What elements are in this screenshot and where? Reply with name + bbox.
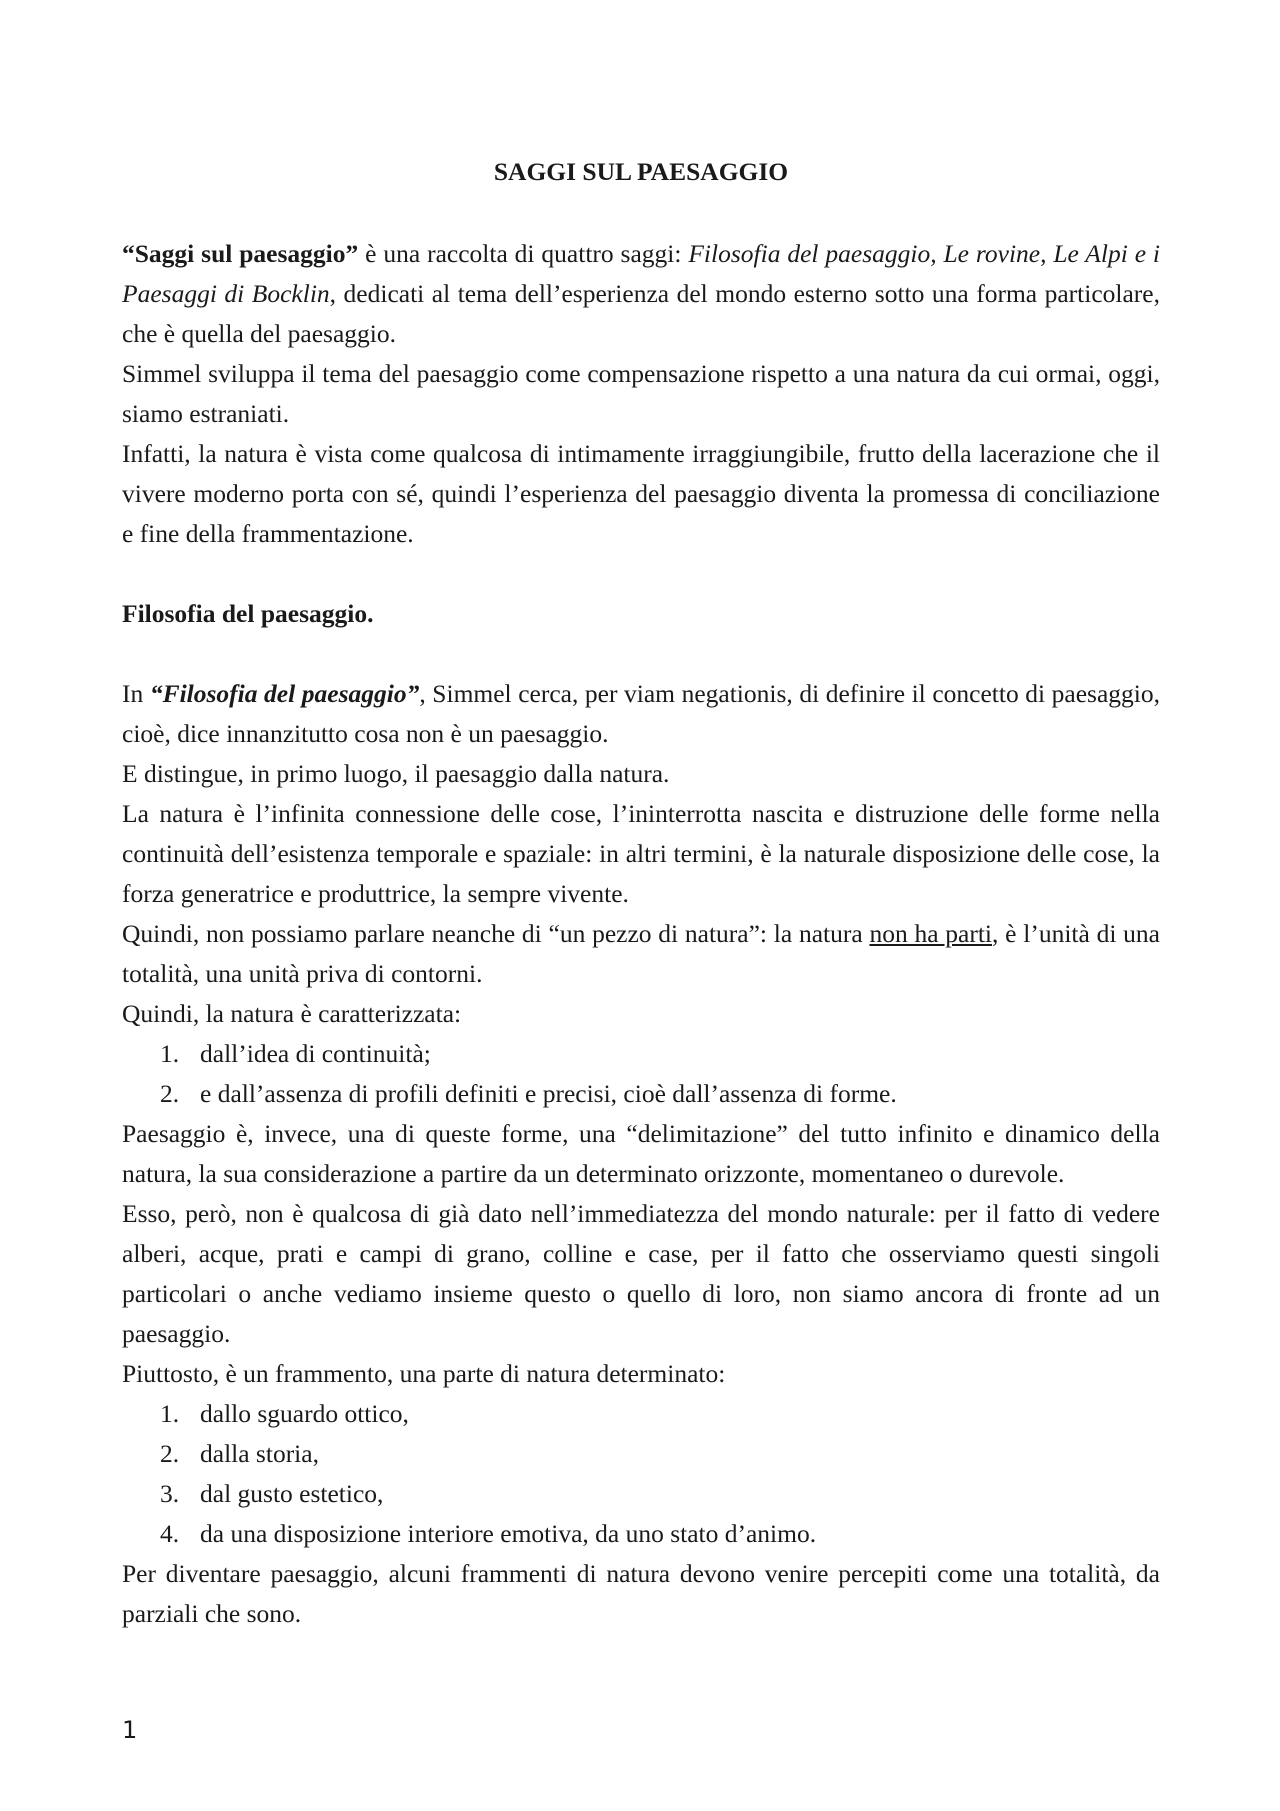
nature-characteristics-list: [122, 1034, 1160, 1114]
intro-paragraph-1: “Saggi sul paesaggio” è una raccolta di quattro saggi: Filosofia del paesaggio, Le rovine, Le Alpi e i Paesaggi di Bocklin, dedicati al tema dell’esperienza del mondo esterno sotto una forma particolare, che è quella del paesaggio.: [122, 239, 1160, 348]
italic-essay-titles: Filosofia del paesaggio, Le rovine, Le Alpi e i Paesaggi di Bocklin: [122, 239, 1160, 308]
list-item: 4. da una disposizione interiore emotiva, da uno stato d’animo.: [160, 1519, 817, 1548]
bold-book-title: “Saggi sul paesaggio”: [122, 239, 359, 268]
section-paragraph-1: In “Filosofia del paesaggio”, Simmel cerca, per viam negationis, di definire il concetto di paesaggio, cioè, dice innanzitutto cosa non è un paesaggio.: [122, 679, 1160, 748]
underlined-phrase: non ha parti: [869, 919, 993, 948]
section-paragraph-5: Quindi, la natura è caratterizzata:: [122, 999, 462, 1028]
section-paragraph-6: Paesaggio è, invece, una di queste forme, una “delimitazione” del tutto infinito e dinamico della natura, la sua considerazione a partire da un determinato orizzonte, momentaneo o durevole.: [122, 1119, 1160, 1188]
list-item: 2. e dall’assenza di profili definiti e precisi, cioè dall’assenza di forme.: [160, 1079, 897, 1108]
landscape-determinants-list: [122, 1394, 1160, 1554]
section-paragraph-3: La natura è l’infinita connessione delle cose, l’ininterrotta nascita e distruzione delle forme nella continuità dell’esistenza temporale e spaziale: in altri termini, è la naturale disposizione delle cose, la forza generatrice e produttrice, la sempre vivente.: [122, 799, 1160, 908]
intro-paragraph-3: Infatti, la natura è vista come qualcosa di intimamente irraggiungibile, frutto della lacerazione che il vivere moderno porta con sé, quindi l’esperienza del paesaggio diventa la promessa di conciliazione e fine della frammentazione.: [122, 439, 1160, 548]
section-paragraph-4: Quindi, non possiamo parlare neanche di “un pezzo di natura”: la natura non ha parti, è l’unità di una totalità, una unità priva di contorni.: [122, 919, 1160, 988]
section-paragraph-9: Per diventare paesaggio, alcuni frammenti di natura devono venire percepiti come una totalità, da parziali che sono.: [122, 1559, 1160, 1628]
section-paragraph-7: Esso, però, non è qualcosa di già dato nell’immediatezza del mondo naturale: per il fatto di vedere alberi, acque, prati e campi di grano, colline e case, per il fatto che osserviamo questi singoli particolari o anche vediamo insieme questo o quello di loro, non siamo ancora di fronte ad un paesaggio.: [122, 1199, 1160, 1348]
list-item: 1. dall’idea di continuità;: [160, 1039, 431, 1068]
document-title: SAGGI SUL PAESAGGIO: [493, 157, 789, 186]
page-number: 1: [122, 1716, 138, 1744]
list-item: 1. dallo sguardo ottico,: [160, 1399, 409, 1428]
bold-italic-essay-title: “Filosofia del paesaggio”: [149, 679, 420, 708]
section-paragraph-2: E distingue, in primo luogo, il paesaggio dalla natura.: [122, 759, 670, 788]
list-item: 3. dal gusto estetico,: [160, 1479, 384, 1508]
list-item: 2. dalla storia,: [160, 1439, 319, 1468]
intro-paragraph-2: Simmel sviluppa il tema del paesaggio come compensazione rispetto a una natura da cui ormai, oggi, siamo estraniati.: [122, 359, 1160, 428]
section-heading: Filosofia del paesaggio.: [122, 599, 374, 628]
section-paragraph-8: Piuttosto, è un frammento, una parte di natura determinato:: [122, 1359, 726, 1388]
document-body: [122, 150, 1160, 1634]
